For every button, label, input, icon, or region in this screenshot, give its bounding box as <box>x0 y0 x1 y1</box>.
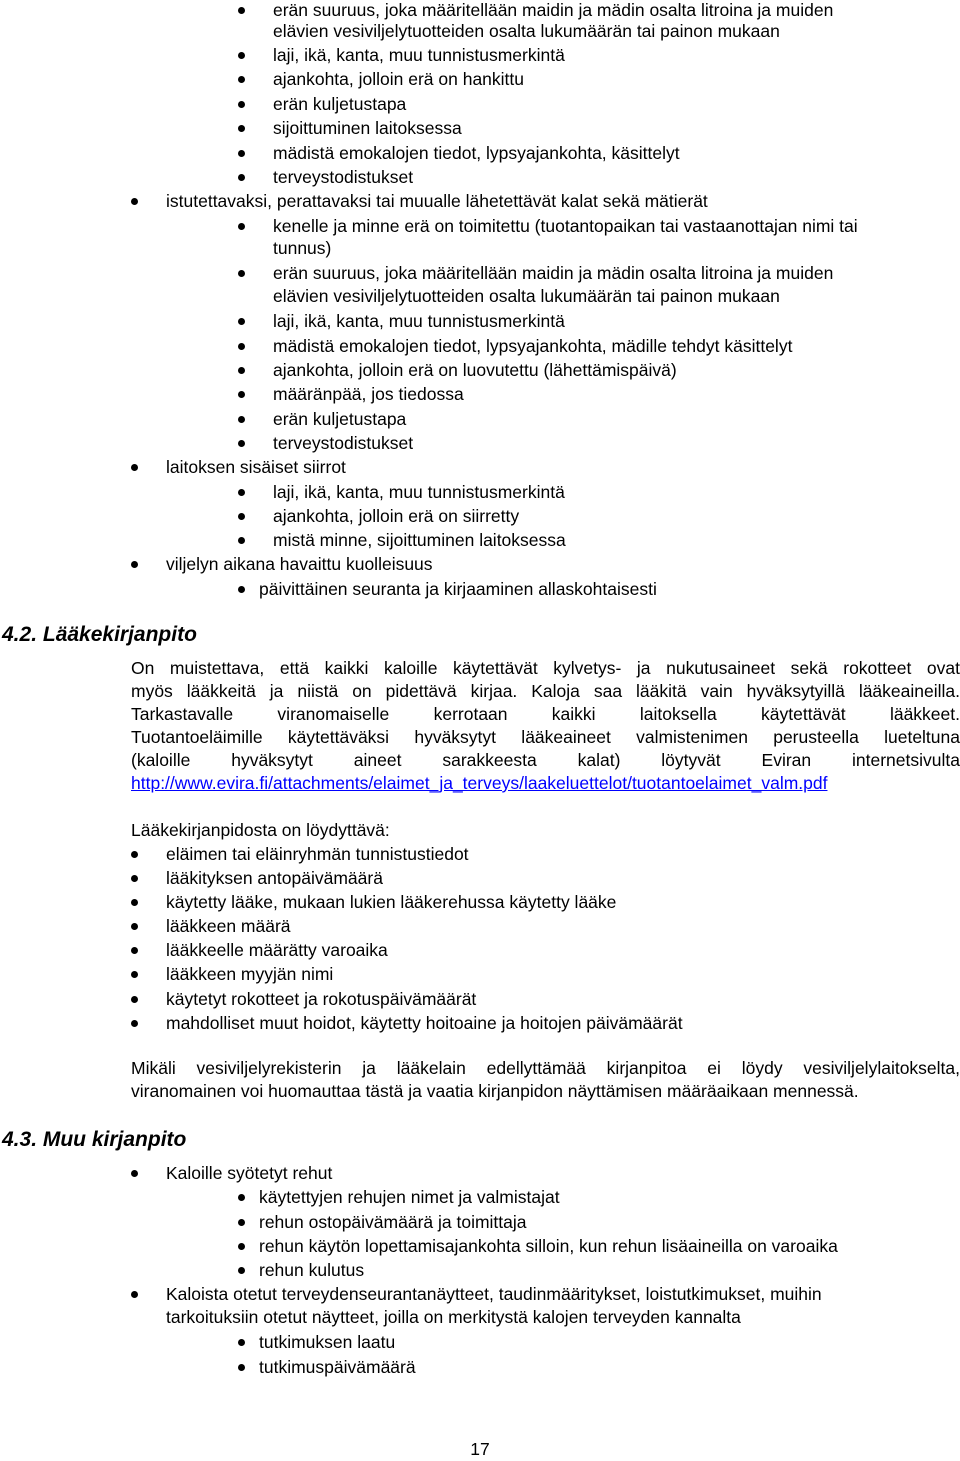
list-item: rehun käytön lopettamisajankohta silloin, kun rehun lisäaineilla on varoaika <box>259 1236 838 1256</box>
bullet-icon <box>238 52 245 59</box>
bullet-icon <box>131 198 138 205</box>
list-item: tutkimuspäivämäärä <box>259 1357 416 1377</box>
section-heading: 4.3. Muu kirjanpito <box>2 1128 187 1151</box>
bullet-icon <box>131 464 138 471</box>
list-item: ajankohta, jolloin erä on siirretty <box>273 506 520 526</box>
list-item: päivittäinen seuranta ja kirjaaminen allaskohtaisesti <box>259 579 657 599</box>
list-item: terveystodistukset <box>273 167 414 187</box>
list-item: viljelyn aikana havaittu kuolleisuus <box>166 554 433 574</box>
bullet-icon <box>238 440 245 447</box>
bullet-icon <box>131 1020 138 1027</box>
list-item: laji, ikä, kanta, muu tunnistusmerkintä <box>273 482 565 502</box>
bullet-icon <box>131 561 138 568</box>
bullet-icon <box>238 1243 245 1250</box>
list-item: tutkimuksen laatu <box>259 1332 396 1352</box>
list-item: lääkkeen määrä <box>166 916 291 936</box>
bullet-icon <box>131 947 138 954</box>
bullet-icon <box>238 1339 245 1346</box>
list-item: ajankohta, jolloin erä on luovutettu (lähettämispäivä) <box>273 360 677 380</box>
bullet-icon <box>238 270 245 277</box>
list-item-line: Kaloista otetut terveydenseurantanäytteet, taudinmääritykset, loistutkimukset, muihin <box>166 1284 822 1304</box>
paragraph-line: Tarkastavalle viranomaiselle kerrotaan kaikki laitoksella käytettävät lääkkeet. <box>131 704 960 724</box>
bullet-icon <box>238 1219 245 1226</box>
list-item: mädistä emokalojen tiedot, lypsyajankohta, käsittelyt <box>273 143 680 163</box>
bullet-icon <box>238 101 245 108</box>
bullet-icon <box>238 174 245 181</box>
list-item: terveystodistukset <box>273 433 414 453</box>
bullet-icon <box>238 391 245 398</box>
list-item: laji, ikä, kanta, muu tunnistusmerkintä <box>273 311 565 331</box>
list-item: ajankohta, jolloin erä on hankittu <box>273 69 525 89</box>
bullet-icon <box>238 367 245 374</box>
bullet-icon <box>238 223 245 230</box>
list-item-line: kenelle ja minne erä on toimitettu (tuotantopaikan tai vastaanottajan nimi tai <box>273 216 858 236</box>
bullet-icon <box>131 996 138 1003</box>
bullet-icon <box>238 1364 245 1371</box>
list-item: laji, ikä, kanta, muu tunnistusmerkintä <box>273 45 565 65</box>
list-item: rehun kulutus <box>259 1260 365 1280</box>
paragraph-line: myös lääkkeitä ja niistä on pidettävä kirjaa. Kaloja saa lääkitä vain hyväksytyillä lääkeaineilla. <box>131 681 960 701</box>
paragraph-line: viranomainen voi huomauttaa tästä ja vaatia kirjanpidon näyttämisen määräaikaan mennessä. <box>131 1081 859 1101</box>
bullet-icon <box>238 416 245 423</box>
list-item: laitoksen sisäiset siirrot <box>166 457 346 477</box>
list-item: määränpää, jos tiedossa <box>273 384 464 404</box>
list-item: käytetty lääke, mukaan lukien lääkerehussa käytetty lääke <box>166 892 617 912</box>
bullet-icon <box>131 851 138 858</box>
list-item: mädistä emokalojen tiedot, lypsyajankohta, mädille tehdyt käsittelyt <box>273 336 793 356</box>
list-item-line: tunnus) <box>273 238 332 258</box>
list-item: käytettyjen rehujen nimet ja valmistajat <box>259 1187 560 1207</box>
bullet-icon <box>238 1267 245 1274</box>
paragraph-line: (kaloille hyväksytyt aineet sarakkeesta kalat) löytyvät Eviran internetsivulta <box>131 750 960 770</box>
paragraph-line: On muistettava, että kaikki kaloille käytettävät kylvetys- ja nukutusaineet sekä rokotteet ovat <box>131 658 960 678</box>
bullet-icon <box>238 7 245 14</box>
bullet-icon <box>131 923 138 930</box>
list-item: erän kuljetustapa <box>273 409 407 429</box>
list-intro: Lääkekirjanpidosta on löydyttävä: <box>131 820 390 840</box>
list-item-line: erän suuruus, joka määritellään maidin ja mädin osalta litroina ja muiden <box>273 263 834 283</box>
section-heading: 4.2. Lääkekirjanpito <box>2 623 197 646</box>
bullet-icon <box>131 971 138 978</box>
list-item: käytetyt rokotteet ja rokotuspäivämäärät <box>166 989 477 1009</box>
list-item-line: elävien vesiviljelytuotteiden osalta lukumäärän tai painon mukaan <box>273 286 780 306</box>
bullet-icon <box>131 899 138 906</box>
list-item: rehun ostopäivämäärä ja toimittaja <box>259 1212 527 1232</box>
page-number: 17 <box>470 1439 490 1459</box>
bullet-icon <box>238 513 245 520</box>
list-item: eläimen tai eläinryhmän tunnistustiedot <box>166 844 469 864</box>
bullet-icon <box>131 1291 138 1298</box>
list-item: lääkityksen antopäivämäärä <box>166 868 383 888</box>
bullet-icon <box>238 586 245 593</box>
list-item: mahdolliset muut hoidot, käytetty hoitoaine ja hoitojen päivämäärät <box>166 1013 683 1033</box>
list-item-line: erän suuruus, joka määritellään maidin ja mädin osalta litroina ja muiden <box>273 0 834 20</box>
list-item: istutettavaksi, perattavaksi tai muualle lähetettävät kalat sekä mätierät <box>166 191 708 211</box>
list-item: mistä minne, sijoittuminen laitoksessa <box>273 530 566 550</box>
bullet-icon <box>238 537 245 544</box>
list-item: erän kuljetustapa <box>273 94 407 114</box>
list-item: lääkkeelle määrätty varoaika <box>166 940 388 960</box>
list-item: lääkkeen myyjän nimi <box>166 964 334 984</box>
list-item-line: elävien vesiviljelytuotteiden osalta lukumäärän tai painon mukaan <box>273 21 780 41</box>
list-item-line: tarkoituksiin otetut näytteet, joilla on merkitystä kalojen terveyden kannalta <box>166 1307 741 1327</box>
paragraph-line: Mikäli vesiviljelyrekisterin ja lääkelain edellyttämää kirjanpitoa ei löydy vesiviljelylaitokselta, <box>131 1058 960 1078</box>
bullet-icon <box>238 150 245 157</box>
bullet-icon <box>131 875 138 882</box>
evira-link[interactable]: http://www.evira.fi/attachments/elaimet_ja_terveys/laakeluettelot/tuotantoelaimet_valm.pdf <box>131 773 828 793</box>
list-item: Kaloille syötetyt rehut <box>166 1163 333 1183</box>
bullet-icon <box>238 318 245 325</box>
bullet-icon <box>131 1170 138 1177</box>
bullet-icon <box>238 125 245 132</box>
list-item: sijoittuminen laitoksessa <box>273 118 462 138</box>
bullet-icon <box>238 76 245 83</box>
paragraph-line: Tuotantoeläimille käytettäväksi hyväksytyt lääkeaineet valmistenimen perusteella lueteltuna <box>131 727 960 747</box>
bullet-icon <box>238 343 245 350</box>
bullet-icon <box>238 489 245 496</box>
bullet-icon <box>238 1194 245 1201</box>
